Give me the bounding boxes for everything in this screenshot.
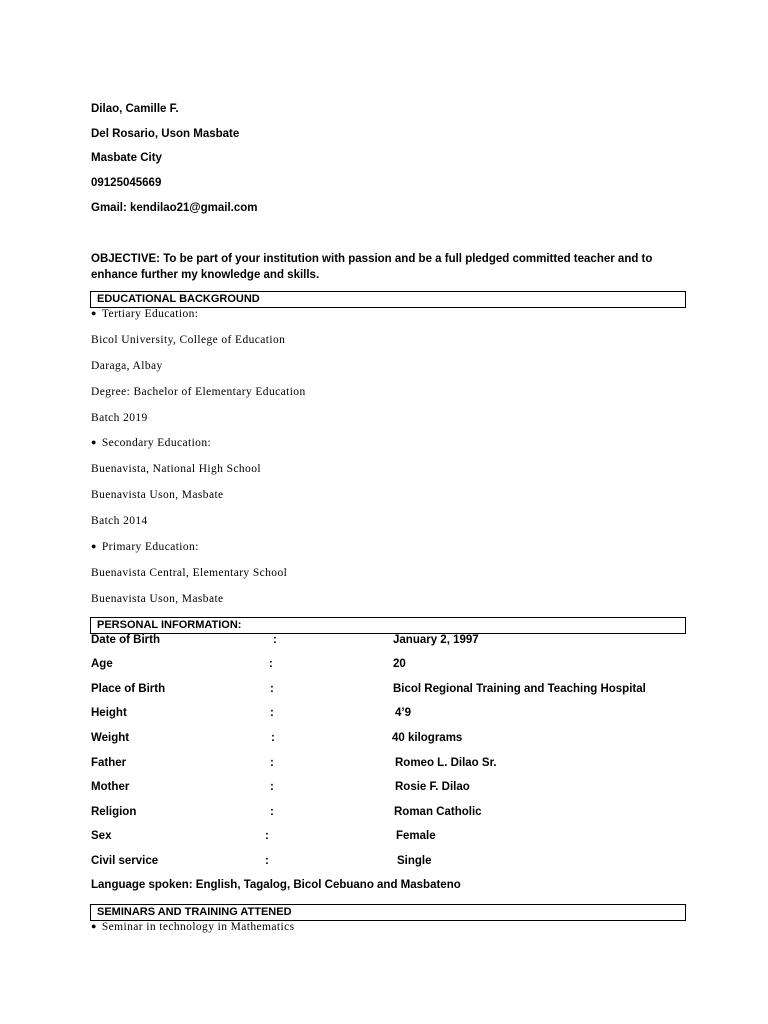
secondary-batch: Batch 2014 xyxy=(91,515,148,527)
personal-row-colon: : xyxy=(265,830,269,842)
personal-row-colon: : xyxy=(270,707,274,719)
personal-row-label: Sex xyxy=(91,830,112,842)
address-line-2: Masbate City xyxy=(91,152,162,164)
primary-education-label: ● Primary Education: xyxy=(91,541,199,553)
personal-row-colon: : xyxy=(270,806,274,818)
address-line-1: Del Rosario, Uson Masbate xyxy=(91,128,240,140)
personal-row xyxy=(0,707,768,723)
personal-row-colon: : xyxy=(273,634,277,646)
personal-heading: PERSONAL INFORMATION: xyxy=(97,619,242,631)
tertiary-batch: Batch 2019 xyxy=(91,412,148,424)
personal-row xyxy=(0,634,768,650)
personal-heading-box xyxy=(90,617,686,634)
personal-row xyxy=(0,830,768,846)
personal-row xyxy=(0,757,768,773)
personal-row-value: Romeo L. Dilao Sr. xyxy=(395,757,497,769)
personal-row-value: Roman Catholic xyxy=(394,806,482,818)
personal-row-value: Female xyxy=(396,830,436,842)
education-heading-box xyxy=(90,291,686,308)
objective-text: OBJECTIVE: To be part of your institution with passion and be a full pledged committed teacher and to enhance further my knowledge and skills. xyxy=(91,253,653,281)
languages-spoken: Language spoken: English, Tagalog, Bicol Cebuano and Masbateno xyxy=(91,879,461,891)
secondary-school: Buenavista, National High School xyxy=(91,463,261,475)
personal-row xyxy=(0,781,768,797)
personal-row-label: Father xyxy=(91,757,127,769)
personal-row-colon: : xyxy=(270,683,274,695)
personal-row-value: 40 kilograms xyxy=(392,732,463,744)
secondary-location: Buenavista Uson, Masbate xyxy=(91,489,224,501)
personal-row xyxy=(0,806,768,822)
phone-number: 09125045669 xyxy=(91,177,162,189)
personal-row xyxy=(0,658,768,674)
tertiary-location: Daraga, Albay xyxy=(91,360,163,372)
email-address: Gmail: kendilao21@gmail.com xyxy=(91,202,258,214)
personal-row-label: Mother xyxy=(91,781,130,793)
personal-row-value: Rosie F. Dilao xyxy=(395,781,470,793)
seminars-heading-box xyxy=(90,904,686,921)
personal-row-colon: : xyxy=(265,855,269,867)
secondary-education-label: ● Secondary Education: xyxy=(91,437,211,449)
personal-row-label: Date of Birth xyxy=(91,634,160,646)
personal-row-label: Weight xyxy=(91,732,130,744)
personal-row-label: Age xyxy=(91,658,113,670)
personal-row-value: January 2, 1997 xyxy=(393,634,479,646)
primary-school: Buenavista Central, Elementary School xyxy=(91,567,288,579)
tertiary-degree: Degree: Bachelor of Elementary Education xyxy=(91,386,306,398)
education-heading: EDUCATIONAL BACKGROUND xyxy=(97,293,260,305)
tertiary-education-label: ● Tertiary Education: xyxy=(91,308,198,320)
seminar-item: ● Seminar in technology in Mathematics xyxy=(91,921,294,933)
personal-row-label: Height xyxy=(91,707,127,719)
personal-row-value: Bicol Regional Training and Teaching Hospital xyxy=(393,683,646,695)
personal-row-colon: : xyxy=(271,732,275,744)
personal-row-colon: : xyxy=(270,757,274,769)
personal-row-colon: : xyxy=(270,781,274,793)
personal-row-label: Place of Birth xyxy=(91,683,166,695)
applicant-name: Dilao, Camille F. xyxy=(91,103,179,115)
personal-row-value: 4’9 xyxy=(395,707,411,719)
personal-row-label: Religion xyxy=(91,806,137,818)
personal-row xyxy=(0,732,768,748)
personal-row xyxy=(0,855,768,871)
personal-row-value: 20 xyxy=(393,658,406,670)
tertiary-school: Bicol University, College of Education xyxy=(91,334,286,346)
seminars-heading: SEMINARS AND TRAINING ATTENED xyxy=(97,906,292,918)
primary-location: Buenavista Uson, Masbate xyxy=(91,593,224,605)
personal-row-value: Single xyxy=(397,855,432,867)
personal-row-colon: : xyxy=(269,658,273,670)
personal-row-label: Civil service xyxy=(91,855,159,867)
personal-row xyxy=(0,683,768,699)
